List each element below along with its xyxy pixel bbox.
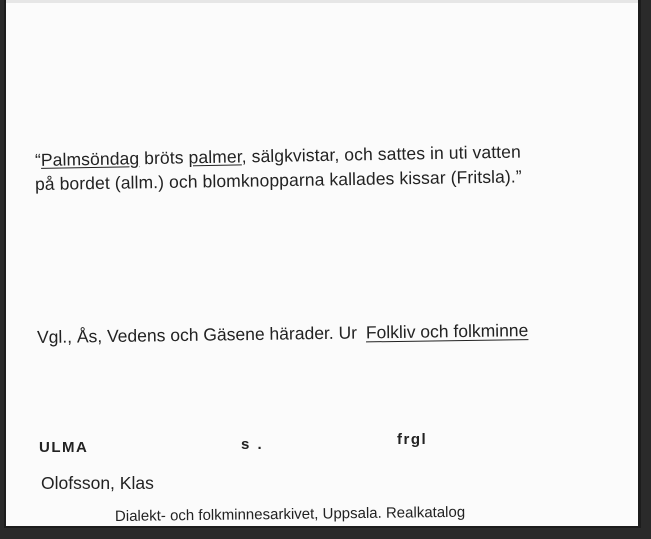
collector-name: Olofsson, Klas: [41, 473, 154, 493]
source-book-title: Folkliv och folkminne: [365, 320, 529, 343]
open-quote: “: [34, 149, 42, 170]
quote-line-2: på bordet (allm.) och blomknopparna kallades kissar (Fritsla).”: [34, 166, 522, 194]
frgl-code: frgl: [397, 431, 428, 448]
term-palmer: palmer: [188, 146, 242, 168]
source-line: [37, 320, 529, 348]
quote-text-b: , sälgkvistar, och sattes in uti vatten: [241, 141, 522, 167]
source-prefix: Vgl., Ås, Vedens och Gäsene härader. Ur: [36, 322, 358, 347]
archive-footer: Dialekt- och folkminnesarkivet, Uppsala. Realkatalog: [114, 503, 466, 525]
quote-text-a: bröts: [139, 147, 189, 169]
quote-text: [34, 141, 522, 196]
archive-code: ULMA: [39, 439, 89, 456]
catalog-card: [4, 0, 641, 528]
s-code: s .: [241, 436, 264, 453]
term-palmsondag: Palmsöndag: [40, 148, 140, 170]
